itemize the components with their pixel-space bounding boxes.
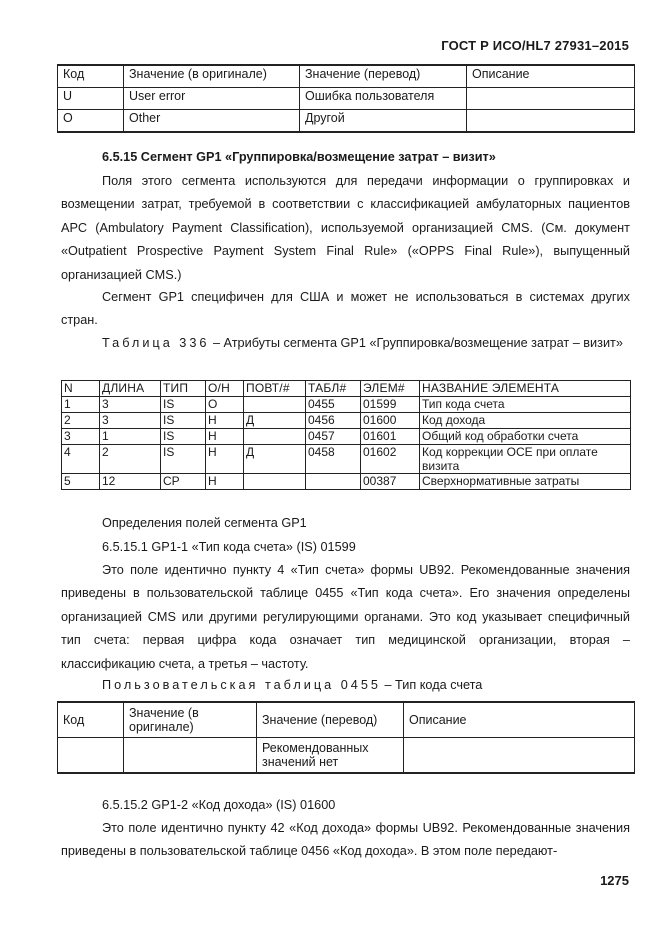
cell xyxy=(58,738,124,774)
cell: 0455 xyxy=(306,397,361,413)
header-cell: НАЗВАНИЕ ЭЛЕМЕНТА xyxy=(420,381,631,397)
cell xyxy=(306,474,361,490)
table-header-row xyxy=(58,65,635,88)
table-row xyxy=(58,88,635,110)
cell: CP xyxy=(161,474,206,490)
user-table-caption-text: – Тип кода счета xyxy=(380,678,483,692)
header-cell: Значение (в оригинале) xyxy=(124,702,257,738)
cell: О xyxy=(206,397,244,413)
header-cell: Описание xyxy=(404,702,635,738)
header-cell: Значение (перевод) xyxy=(257,702,404,738)
cell: 2 xyxy=(100,445,161,474)
cell: 1 xyxy=(100,429,161,445)
cell: User error xyxy=(124,88,300,110)
cell xyxy=(404,738,635,774)
cell: IS xyxy=(161,413,206,429)
header-cell: N xyxy=(62,381,100,397)
cell: IS xyxy=(161,397,206,413)
cell: 01601 xyxy=(361,429,420,445)
cell: 0456 xyxy=(306,413,361,429)
paragraph-gp1-2: Это поле идентично пункту 42 «Код дохода» формы UB92. Рекомендованные значения приведены в пользовательской таблице 0456 «Код дохода». В этом поле передают- xyxy=(61,821,630,859)
header-cell: Код xyxy=(58,65,124,88)
cell: Other xyxy=(124,110,300,133)
cell: 4 xyxy=(62,445,100,474)
cell: 1 xyxy=(62,397,100,413)
cell: O xyxy=(58,110,124,133)
cell: Тип кода счета xyxy=(420,397,631,413)
table-caption-label: Таблица 336 xyxy=(102,336,210,350)
table-row xyxy=(62,445,631,474)
cell: Код дохода xyxy=(420,413,631,429)
cell: Общий код обработки счета xyxy=(420,429,631,445)
document-code-header: ГОСТ Р ИСО/HL7 27931–2015 xyxy=(441,38,629,53)
table-row xyxy=(58,738,635,774)
table-header-row xyxy=(62,381,631,397)
paragraph-gp1-1: Это поле идентично пункту 4 «Тип счета» формы UB92. Рекомендованные значения приведены в пользовательской таблице 0455 «Тип кода счета». Его значения определены организацией CMS или другими регулирующими органами. Это код указывает специфичный тип счета: первая цифра кода означает тип медицинской организации, вторая – классификацию счета, а третья – частоту. xyxy=(61,563,630,671)
cell: Н xyxy=(206,445,244,474)
header-cell: ЭЛЕМ# xyxy=(361,381,420,397)
cell: 3 xyxy=(100,397,161,413)
cell: Сверхнормативные затраты xyxy=(420,474,631,490)
table-header-row xyxy=(58,702,635,738)
user-table-caption-label: Пользовательская таблица 0455 xyxy=(102,678,381,692)
table-caption xyxy=(61,332,630,355)
cell: IS xyxy=(161,429,206,445)
header-cell: ПОВТ/# xyxy=(244,381,306,397)
cell: Д xyxy=(244,445,306,474)
header-cell: ТИП xyxy=(161,381,206,397)
paragraph-purpose: Поля этого сегмента используются для передачи информации о группировках и возмещении затрат, требуемой в соответствии с классификацией амбулаторных пациентов APC (Ambulatory Payment Classification), используемой организацией CMS. (См. документ «Outpatient Prospective Payment System Final Rule» («OPPS Final Rule»), выпущенный организацией CMS.) xyxy=(61,174,630,282)
user-table-caption xyxy=(102,678,482,692)
table-row xyxy=(62,429,631,445)
header-cell: Значение (в оригинале) xyxy=(124,65,300,88)
cell: 5 xyxy=(62,474,100,490)
header-cell: О/Н xyxy=(206,381,244,397)
page-number: 1275 xyxy=(600,873,629,888)
table-row xyxy=(62,397,631,413)
table-row xyxy=(62,413,631,429)
cell: 2 xyxy=(62,413,100,429)
field-heading-gp1-1: 6.5.15.1 GP1-1 «Тип кода счета» (IS) 01599 xyxy=(102,540,356,554)
cell: 01600 xyxy=(361,413,420,429)
attributes-table xyxy=(61,380,631,490)
header-cell: ТАБЛ# xyxy=(306,381,361,397)
cell: Рекомендованных значений нет xyxy=(257,738,404,774)
header-cell: Описание xyxy=(467,65,635,88)
cell xyxy=(244,429,306,445)
cell: 3 xyxy=(100,413,161,429)
cell: 12 xyxy=(100,474,161,490)
cell xyxy=(124,738,257,774)
table-row xyxy=(62,474,631,490)
field-definitions-heading: Определения полей сегмента GP1 xyxy=(102,516,307,530)
cell xyxy=(244,397,306,413)
header-cell: Значение (перевод) xyxy=(300,65,467,88)
cell: U xyxy=(58,88,124,110)
cell xyxy=(244,474,306,490)
cell: 0457 xyxy=(306,429,361,445)
cell xyxy=(467,110,635,133)
cell: Н xyxy=(206,474,244,490)
paragraph-usa: Сегмент GP1 специфичен для США и может не использоваться в системах других стран. xyxy=(61,290,630,328)
cell: Ошибка пользователя xyxy=(300,88,467,110)
cell: Н xyxy=(206,413,244,429)
table-row xyxy=(58,110,635,133)
cell xyxy=(467,88,635,110)
header-cell: Код xyxy=(58,702,124,738)
cell: IS xyxy=(161,445,206,474)
reason-codes-table xyxy=(57,64,635,133)
header-cell: ДЛИНА xyxy=(100,381,161,397)
cell: Н xyxy=(206,429,244,445)
cell: 00387 xyxy=(361,474,420,490)
cell: Код коррекции OCE при оплате визита xyxy=(420,445,631,474)
cell: 0458 xyxy=(306,445,361,474)
cell: Другой xyxy=(300,110,467,133)
field-heading-gp1-2: 6.5.15.2 GP1-2 «Код дохода» (IS) 01600 xyxy=(102,798,336,812)
table-caption-text: – Атрибуты сегмента GP1 «Группировка/возмещение затрат – визит» xyxy=(209,336,623,350)
cell: 01599 xyxy=(361,397,420,413)
user-table-0455 xyxy=(57,701,635,774)
section-heading: 6.5.15 Сегмент GP1 «Группировка/возмещение затрат – визит» xyxy=(102,150,496,164)
cell: 3 xyxy=(62,429,100,445)
cell: 01602 xyxy=(361,445,420,474)
cell: Д xyxy=(244,413,306,429)
